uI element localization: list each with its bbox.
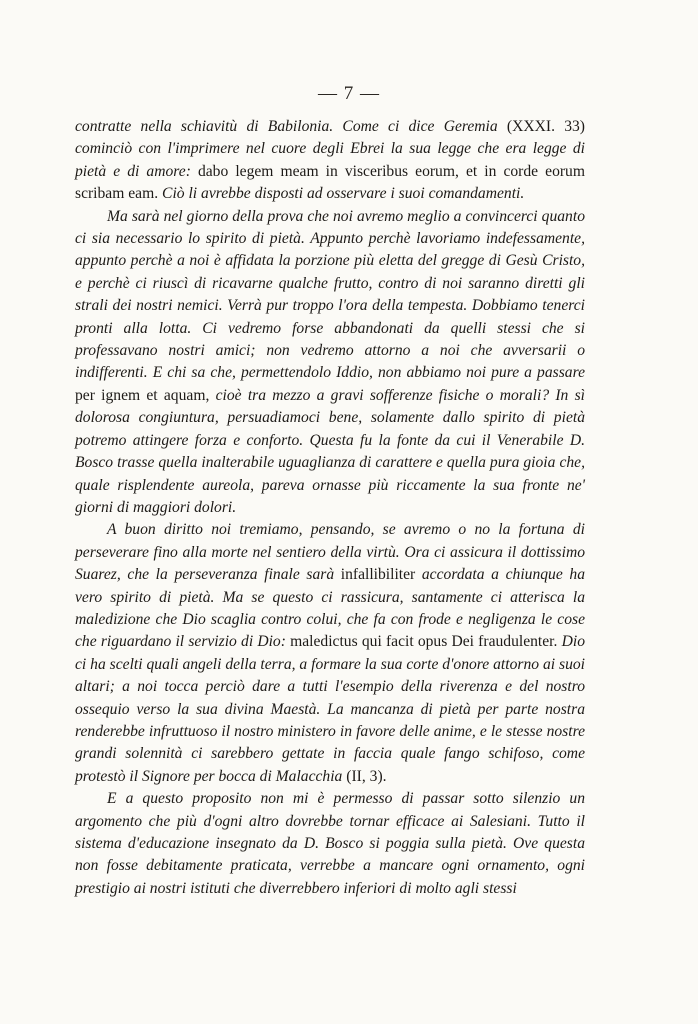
paragraph-2 <box>75 206 585 520</box>
text-segment: A buon diritto noi tremiamo, pensando, se avremo o no la fortuna di perseverare fino alla morte nel sentiero della virtù. Ora ci assicura il dottissimo Suarez, che la perseveranza finale sarà <box>75 521 585 584</box>
text-segment: cioè tra mezzo a gravi sofferenze fisiche o morali? In sì dolorosa congiuntura, persuadiamoci bene, solamente dallo spirito di pietà potremo attingere forza e conforto. Questa fu la fonte da cui il Venerabile D. Bosco trasse quella inalterabile uguaglianza di carattere e quella pura gioia che, quale risplendente aureola, pareva ornasse più riccamente la sua fronte ne' giorni di maggiori dolori. <box>75 386 585 516</box>
text-segment: Ma sarà nel giorno della prova che noi avremo meglio a convincerci quanto ci sia necessario lo spirito di pietà. Appunto perchè lavoriamo indefessamente, appunto perchè a noi è affidata la porzione più eletta del gregge di Gesù Cristo, e perchè ci riuscì di ricavarne qualche frutto, contro di noi saranno diretti gli strali dei nostri nemici. Verrà pur troppo l'ora della tempesta. Dobbiamo tenerci pronti alla lotta. Ci vedremo forse abbandonati da quelli stessi che si professavano nostri amici; non vedremo attorno a noi che avversarii o indifferenti. E chi sa che, permettendolo Iddio, non abbiamo noi pure a passare <box>75 207 585 382</box>
text-segment: Ciò li avrebbe disposti ad osservare i suoi comandamenti. <box>158 185 525 203</box>
paragraph-4 <box>75 788 585 900</box>
text-segment: Dio ci ha scelti quali angeli della terra, a formare la sua corte d'onore attorno ai suoi altari; a noi tocca perciò dare a tutti l'esempio della riverenza e del nostro ossequio verso la sua divina Maestà. La mancanza di pietà per parte nostra renderebbe infruttuoso il nostro ministero in favore delle anime, e le stesse nostre grandi solennità ci sarebbero gettate in faccia quale fango schifoso, come protestò il Signore per bocca di Malacchia <box>75 633 585 785</box>
body-text <box>75 116 585 900</box>
text-segment: accordata a chiunque ha vero spirito di pietà. Ma se questo ci rassicura, santamente ci atterisca la maledizione che Dio scaglia contro colui, che fa con frode e negligenza le cose che riguardano il servizio di Dio: <box>75 566 585 651</box>
citation: (II, 3). <box>346 767 387 785</box>
text-segment: (XXXI. 33) <box>506 118 585 135</box>
latin-quote: maledictus qui facit opus Dei fraudulenter. <box>290 633 558 651</box>
latin-word: infallibiliter <box>340 566 416 584</box>
text-segment: cominciò con l'imprimere nel cuore degli Ebrei la sua legge che era legge di pietà e di amore: <box>75 140 585 180</box>
paragraph-3 <box>75 519 585 788</box>
text-segment: contratte nella schiavitù di Babilonia. Come ci dice Geremia <box>75 118 507 135</box>
latin-quote: per ignem et aquam, <box>75 386 210 404</box>
page-number: — 7 — <box>318 83 380 104</box>
paragraph-1 <box>75 116 585 206</box>
text-segment: E a questo proposito non mi è permesso di passar sotto silenzio un argomento che più d'ogni altro dovrebbe tornar efficace ai Salesiani. Tutto il sistema d'educazione insegnato da D. Bosco si poggia sulla pietà. Ove questa non fosse debitamente praticata, verrebbe a mancare ogni ornamento, ogni prestigio ai nostri istituti che diverrebbero inferiori di molto agli stessi <box>75 790 585 897</box>
latin-quote: dabo legem meam in visceribus eorum, et in corde eorum scribam eam. <box>75 162 585 203</box>
